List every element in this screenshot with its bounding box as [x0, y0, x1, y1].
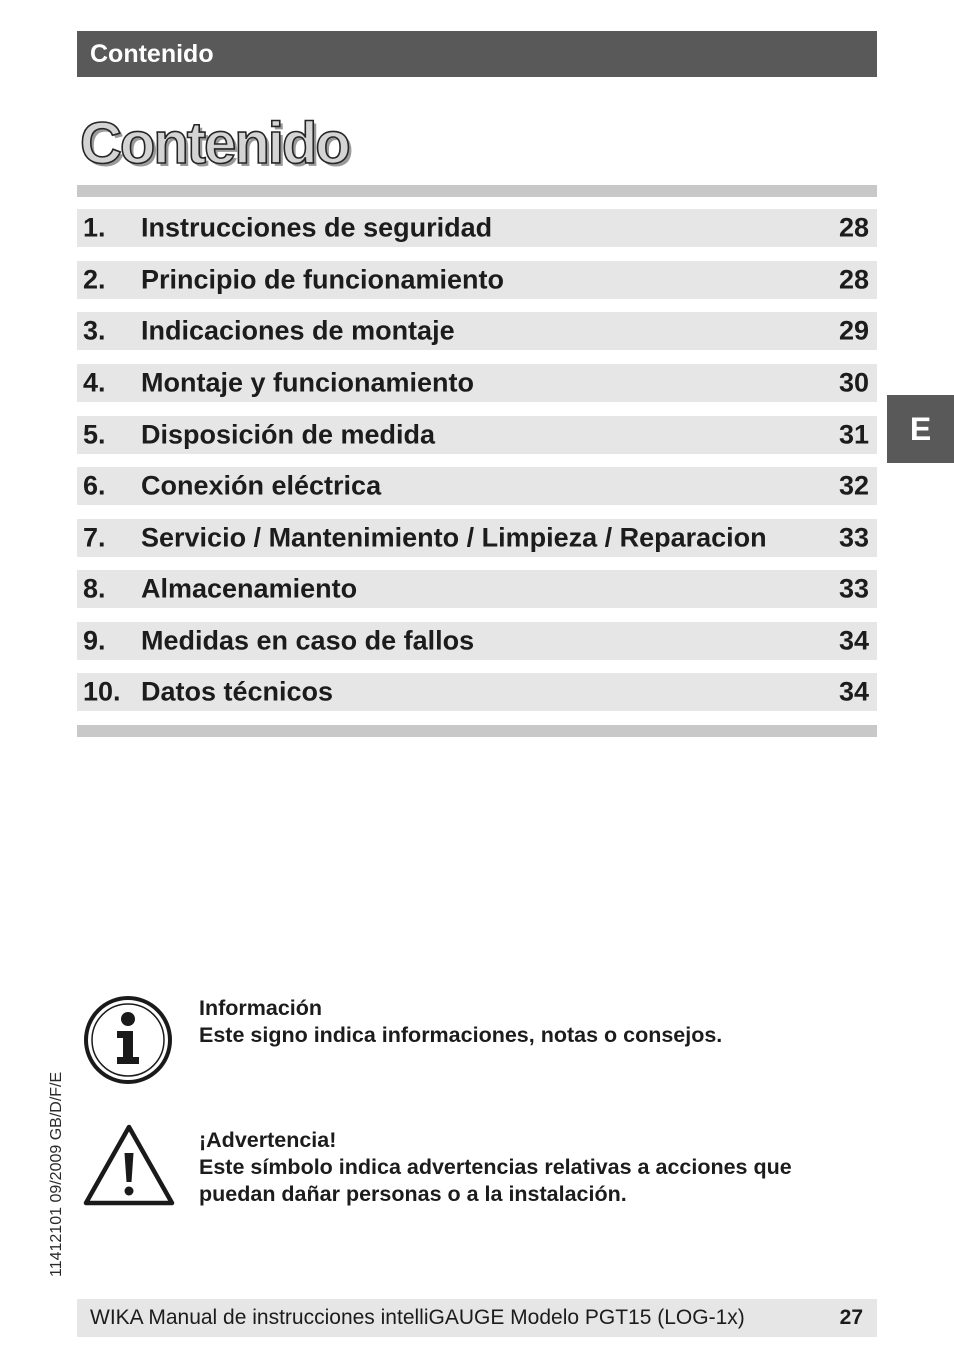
- toc-page: 28: [838, 264, 869, 295]
- toc-page: 30: [838, 367, 869, 398]
- footer-text: WIKA Manual de instrucciones intelliGAUGE Modelo PGT15 (LOG-1x): [90, 1306, 745, 1329]
- toc-title: Datos técnicos: [141, 676, 334, 707]
- toc-row[interactable]: [77, 673, 877, 711]
- toc-number: 8.: [83, 573, 106, 604]
- page-title: Contenido: [80, 111, 349, 176]
- language-tab-label: E: [909, 410, 932, 447]
- warning-icon: [82, 1123, 176, 1207]
- info-notice: [199, 995, 722, 1049]
- toc-title: Montaje y funcionamiento: [141, 367, 475, 398]
- toc-page: 33: [838, 573, 869, 604]
- toc-title: Instrucciones de seguridad: [141, 212, 493, 243]
- toc-number: 6.: [83, 470, 106, 501]
- toc-row[interactable]: [77, 312, 877, 350]
- toc-page: 32: [838, 470, 869, 501]
- toc-title: Medidas en caso de fallos: [141, 625, 475, 656]
- toc-title: Indicaciones de montaje: [141, 315, 455, 346]
- toc-title: Almacenamiento: [141, 573, 358, 604]
- toc-number: 5.: [83, 419, 106, 450]
- warning-heading: ¡Advertencia!: [199, 1128, 337, 1152]
- toc-number: 9.: [83, 625, 106, 656]
- divider-bottom: [77, 725, 877, 737]
- toc-number: 1.: [83, 212, 106, 243]
- info-line: Este signo indica informaciones, notas o consejos.: [199, 1023, 723, 1047]
- toc-row[interactable]: [77, 622, 877, 660]
- toc-row[interactable]: [77, 261, 877, 299]
- toc-page: 33: [838, 522, 869, 553]
- info-icon: [82, 995, 174, 1085]
- toc-number: 10.: [83, 676, 121, 707]
- toc-row[interactable]: [77, 416, 877, 454]
- toc-row[interactable]: [77, 364, 877, 402]
- section-header-label: Contenido: [90, 39, 214, 68]
- toc-number: 3.: [83, 315, 106, 346]
- toc-page: 34: [838, 625, 869, 656]
- toc-page: 31: [838, 419, 869, 450]
- info-heading: Información: [199, 996, 323, 1020]
- document-code: 11412101 09/2009 GB/D/F/E: [48, 1071, 65, 1277]
- warning-line: Este símbolo indica advertencias relativas a acciones que: [199, 1155, 792, 1179]
- warning-notice: [199, 1127, 792, 1208]
- toc-title: Disposición de medida: [141, 419, 436, 450]
- toc-title: Principio de funcionamiento: [141, 264, 505, 295]
- toc-page: 28: [838, 212, 869, 243]
- divider-top: [77, 185, 877, 197]
- language-tab: [887, 395, 954, 463]
- toc-title: Servicio / Mantenimiento / Limpieza / Reparacion: [141, 522, 767, 553]
- toc-page: 34: [838, 676, 869, 707]
- toc-number: 7.: [83, 522, 106, 553]
- toc-number: 4.: [83, 367, 106, 398]
- toc-number: 2.: [83, 264, 106, 295]
- toc-row[interactable]: [77, 467, 877, 505]
- warning-line: puedan dañar personas o a la instalación.: [199, 1182, 627, 1206]
- section-header-bar: [77, 31, 877, 77]
- toc-row[interactable]: [77, 209, 877, 247]
- page-number: 27: [839, 1306, 863, 1329]
- footer-bar: [77, 1299, 877, 1337]
- toc-page: 29: [838, 315, 869, 346]
- toc-row[interactable]: [77, 570, 877, 608]
- toc-title: Conexión eléctrica: [141, 470, 382, 501]
- toc-row[interactable]: [77, 519, 877, 557]
